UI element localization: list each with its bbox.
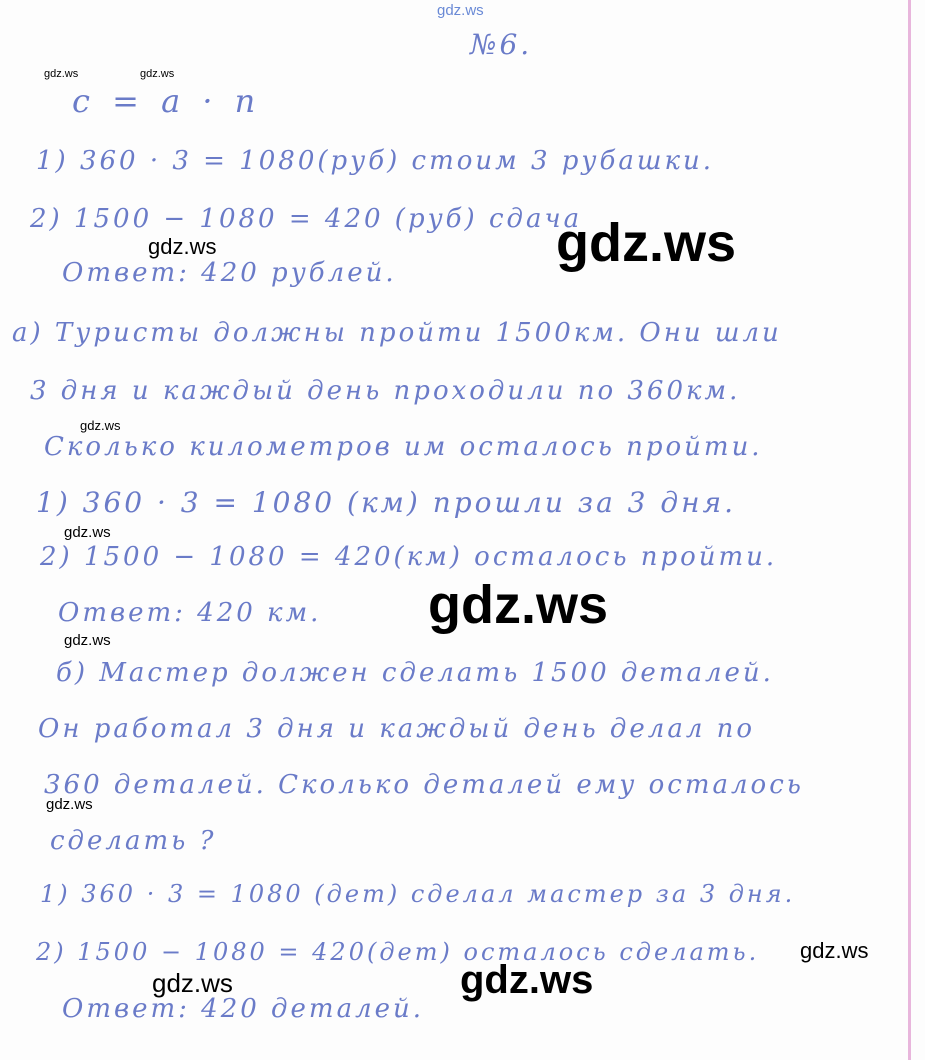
part-b-task-line1: б) Мастер должен сделать 1500 деталей. [56, 658, 774, 688]
watermark-medium: gdz.ws [148, 234, 217, 259]
task-number: №6. [470, 28, 533, 61]
part-b-step2: 2) 1500 − 1080 = 420(дет) осталось сделать. [36, 938, 760, 966]
watermark-small: gdz.ws [46, 796, 93, 813]
watermark-small: gdz.ws [80, 418, 121, 433]
watermark-large: gdz.ws [460, 958, 594, 1002]
watermark-medium: gdz.ws [152, 968, 233, 998]
watermark-small: gdz.ws [64, 524, 111, 541]
watermark-medium: gdz.ws [800, 938, 869, 963]
watermark-large: gdz.ws [428, 575, 609, 635]
watermark-small: gdz.ws [44, 68, 79, 80]
part1-step2: 2) 1500 − 1080 = 420 (руб) сдача [30, 204, 583, 234]
part-b-task-line4: сделать ? [50, 826, 217, 856]
watermark-small: gdz.ws [64, 632, 111, 649]
part-a-step1: 1) 360 · 3 = 1080 (км) прошли за 3 дня. [36, 486, 737, 519]
part-b-task-line2: Он работал 3 дня и каждый день делал по [38, 714, 756, 744]
part-b-answer: Ответ: 420 деталей. [62, 994, 425, 1024]
part-a-task-line1: а) Туристы должны пройти 1500км. Они шли [12, 318, 782, 348]
part-b-task-line3: 360 деталей. Сколько деталей ему осталось [44, 770, 804, 800]
part-a-answer: Ответ: 420 км. [58, 598, 322, 628]
part-a-task-line3: Сколько километров им осталось пройти. [44, 432, 763, 462]
watermark-large: gdz.ws [556, 213, 737, 273]
part1-answer: Ответ: 420 рублей. [62, 258, 397, 288]
watermark-top: gdz.ws [437, 2, 484, 19]
part-a-step2: 2) 1500 − 1080 = 420(км) осталось пройти. [40, 542, 778, 572]
formula: c = a · n [72, 82, 262, 120]
part1-step1: 1) 360 · 3 = 1080(руб) стоим 3 рубашки. [36, 146, 715, 176]
part-a-task-line2: 3 дня и каждый день проходили по 360км. [30, 376, 741, 406]
margin-line [908, 0, 911, 1060]
watermark-small: gdz.ws [140, 68, 175, 80]
part-b-step1: 1) 360 · 3 = 1080 (дет) сделал мастер за 3 дня. [40, 880, 796, 908]
